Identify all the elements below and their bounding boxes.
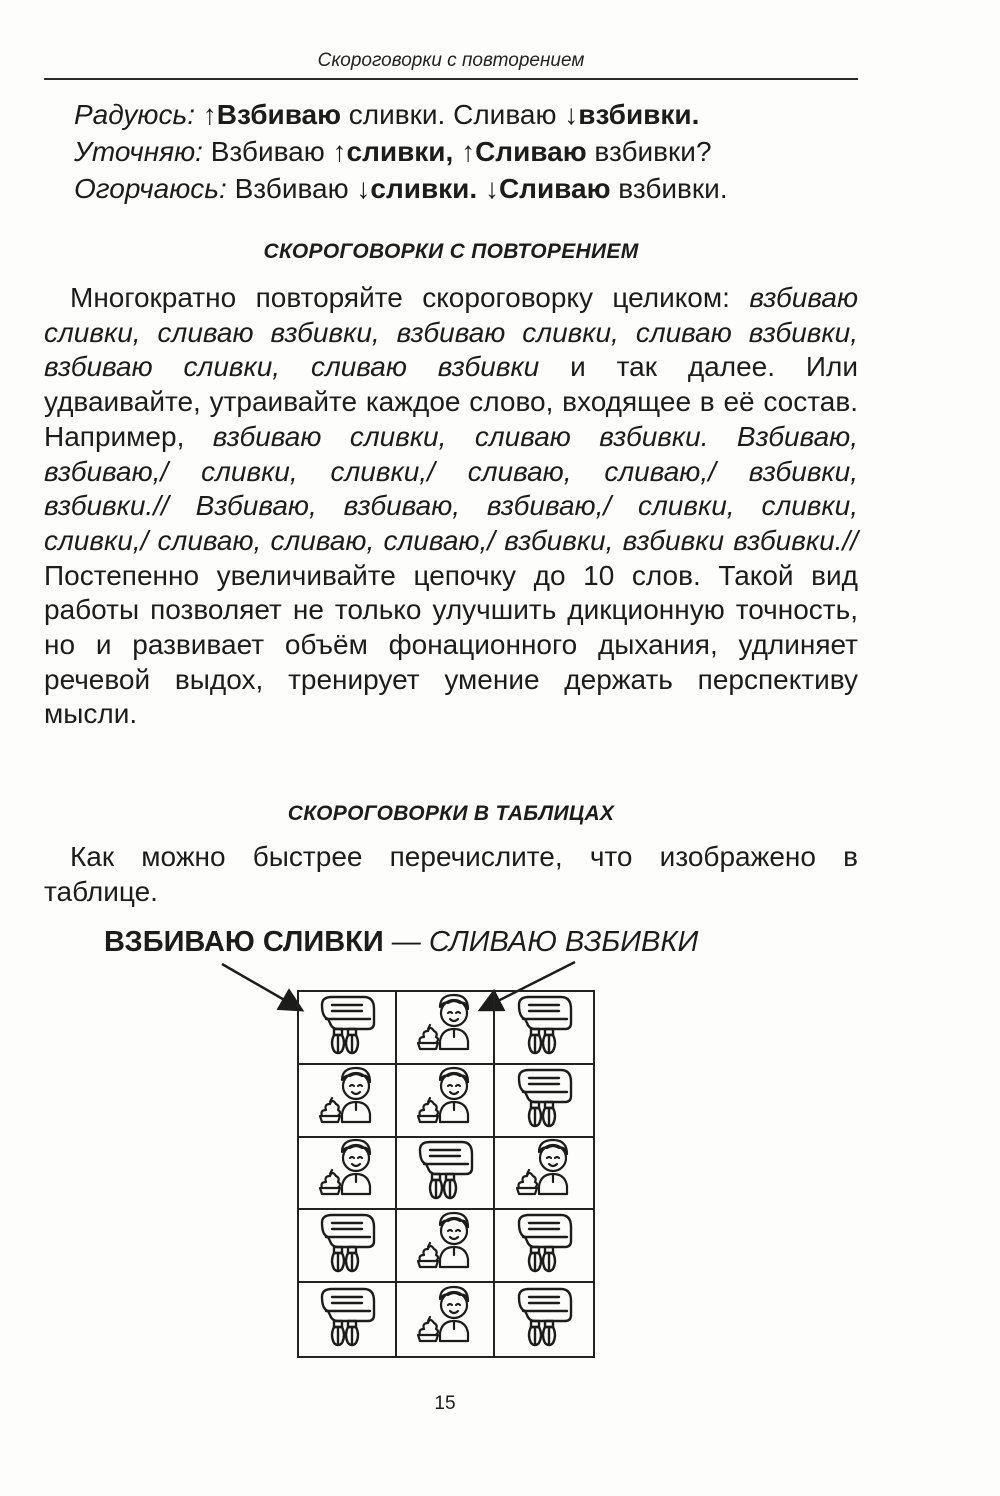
arrow-up-icon: ↑ <box>461 136 476 167</box>
mixer-icon <box>509 993 579 1062</box>
table-cell <box>299 992 397 1065</box>
mixer-icon <box>312 1285 382 1354</box>
table-title-second: СЛИВАЮ ВЗБИВКИ <box>428 926 699 958</box>
arrow-up-icon: ↑ <box>202 99 217 130</box>
running-head: Скороговорки с повторением <box>317 50 585 71</box>
table-cell <box>397 1283 495 1356</box>
mixer-icon <box>312 993 382 1062</box>
paragraph-text: и так далее. Или удваивайте, утраивайте каждое слово, входящее в её состав. Например, <box>44 351 858 452</box>
section-title-tables: СКОРОГОВОРКИ В ТАБЛИЦАХ <box>287 802 615 825</box>
plain-text: взбивки? <box>586 136 712 167</box>
stressed-word: сливки, <box>346 136 454 167</box>
table-cell <box>397 1138 495 1211</box>
arrow-down-icon: ↓ <box>564 99 579 130</box>
table-cell <box>495 1210 593 1283</box>
mixer-icon <box>509 1211 579 1280</box>
table-cell <box>299 1283 397 1356</box>
intonation-label: Радуюсь: <box>74 99 195 130</box>
arrow-down-icon: ↓ <box>356 173 371 204</box>
intonation-label: Огорчаюсь: <box>74 173 227 204</box>
boy-with-cream-icon <box>410 993 480 1062</box>
table-cell <box>299 1138 397 1211</box>
arrow-to-mixer-icon <box>222 964 300 1009</box>
mixer-icon <box>410 1138 480 1207</box>
paragraph-text: Многократно повторяйте скороговорку целиком: <box>70 282 730 313</box>
stressed-word: Сливаю <box>475 136 587 167</box>
section-title-repetition: СКОРОГОВОРКИ С ПОВТОРЕНИЕМ <box>263 240 639 263</box>
intonation-label: Уточняю: <box>74 136 203 167</box>
boy-with-cream-icon <box>312 1066 382 1135</box>
plain-text: Взбиваю <box>202 136 333 167</box>
page-number: 15 <box>434 1393 456 1414</box>
boy-with-cream-icon <box>410 1285 480 1354</box>
mixer-icon <box>509 1066 579 1135</box>
boy-with-cream-icon <box>509 1138 579 1207</box>
boy-with-cream-icon <box>410 1211 480 1280</box>
table-cell <box>397 1210 495 1283</box>
table-cell <box>397 1065 495 1138</box>
boy-with-cream-icon <box>410 1066 480 1135</box>
paragraph-text: Как можно быстрее перечислите, что изображено в таблице. <box>44 841 858 907</box>
plain-text: взбивки. <box>610 173 728 204</box>
table-cell <box>299 1210 397 1283</box>
table-cell <box>495 1283 593 1356</box>
plain-text: сливки. Сливаю <box>341 99 565 130</box>
table-title-dash: — <box>383 926 429 958</box>
example-text: взбиваю сливки, сливаю взбивки. Взбиваю, взбиваю,/ сливки, сливки,/ сливаю, сливаю,/ взбивки, взбивки.// Взбиваю, взбиваю, взбиваю,/ сливки, сливки, сливки,/ сливаю, сливаю, сливаю,/ взбивки, взбивки взбивки.// <box>44 420 859 556</box>
example-text: взбиваю сливки, сливаю взбивки, взбиваю сливки, сливаю взбивки, взбиваю сливки, сливаю взбивки <box>44 282 858 383</box>
arrow-up-icon: ↑ <box>332 136 347 167</box>
table-cell <box>495 992 593 1065</box>
table-cell <box>397 992 495 1065</box>
table-cell <box>495 1065 593 1138</box>
boy-with-cream-icon <box>312 1138 382 1207</box>
arrow-down-icon: ↓ <box>484 173 499 204</box>
picture-table <box>297 990 595 1358</box>
stressed-word: Взбиваю <box>216 99 342 130</box>
paragraph-text: Постепенно увеличивайте цепочку до 10 слов. Такой вид работы позволяет не только улучшить дикционную точность, но и развивает объём фонационного дыхания, удлиняет речевой выдох, тренирует умение держать перспективу мысли. <box>44 559 858 730</box>
mixer-icon <box>509 1285 579 1354</box>
table-cell <box>299 1065 397 1138</box>
mixer-icon <box>312 1211 382 1280</box>
stressed-word: взбивки. <box>578 99 700 130</box>
stressed-word: Сливаю <box>498 173 611 204</box>
stressed-word: сливки. <box>370 173 478 204</box>
table-cell <box>495 1138 593 1211</box>
plain-text: Взбиваю <box>226 173 357 204</box>
table-title-first: ВЗБИВАЮ СЛИВКИ <box>104 926 384 958</box>
